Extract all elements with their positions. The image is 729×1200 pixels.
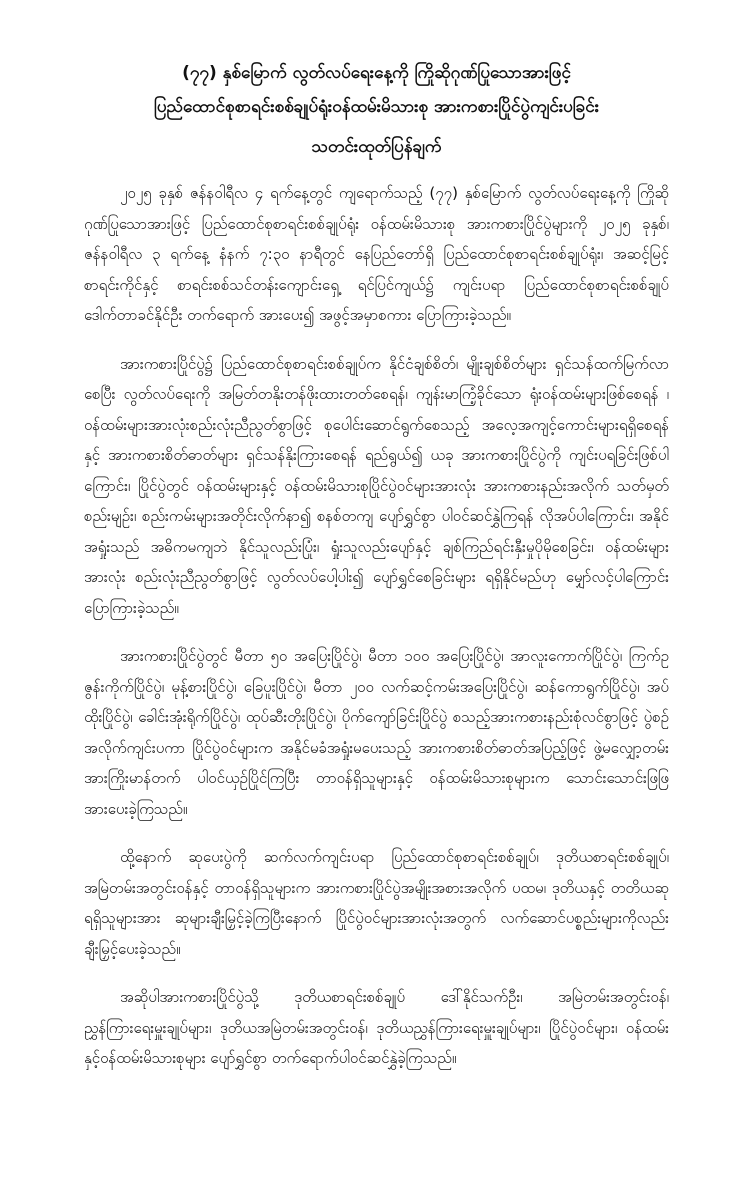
paragraph-2: အားကစားပြိုင်ပွဲ၌ ပြည်ထောင်စုစာရင်းစစ်ချုပ်က နိုင်ငံချစ်စိတ်၊ မျိုးချစ်စိတ်များ ရှင်သန်ထက်မြက်လာစေပြီး လွတ်လပ်ရေးကို အမြတ်တနိုးတန်ဖိုးထားတတ်စေရန်၊ ကျန်းမာကြံ့ခိုင်သော ရုံးဝန်ထမ်းများဖြစ်စေရန် ၊ ဝန်ထမ်းများအားလုံးစည်းလုံးညီညွတ်စွာဖြင့် စုပေါင်းဆောင်ရွက်စေသည့် အလေ့အကျင့်ကောင်းများရရှိစေရန်နှင့် အားကစားစိတ်ဓာတ်များ ရှင်သန်နိုးကြားစေရန် ရည်ရွယ်၍ ယခု အားကစားပြိုင်ပွဲကို ကျင်းပရခြင်းဖြစ်ပါကြောင်း၊ ပြိုင်ပွဲတွင် ဝန်ထမ်းများနှင့် ဝန်ထမ်းမိသားစုပြိုင်ပွဲဝင်များအားလုံး အားကစားနည်းအလိုက် သတ်မှတ်စည်းမျဉ်း၊ စည်းကမ်းများအတိုင်းလိုက်နာ၍ စနစ်တကျ ပျော်ရွှင်စွာ ပါဝင်ဆင်နွှဲကြရန် လိုအပ်ပါကြောင်း၊ အနိုင်အရှုံးသည် အဓိကမကျဘဲ နိုင်သူလည်းပြုံး၊ ရှုံးသူလည်းပျော်နှင့် ချစ်ကြည်ရင်းနှီးမှုပိုမိုစေခြင်း၊ ဝန်ထမ်းများအားလုံး စည်းလုံးညီညွတ်စွာဖြင့် လွတ်လပ်ပေါ့ပါး၍ ပျော်ရွှင်စေခြင်းများ ရရှိနိုင်မည်ဟု မျှော်လင့်ပါကြောင်း ပြောကြားခဲ့သည်။ (84, 354, 669, 617)
paragraph-3: အားကစားပြိုင်ပွဲတွင် မီတာ ၅၀ အပြေးပြိုင်ပွဲ၊ မီတာ ၁၀၀ အပြေးပြိုင်ပွဲ၊ အာလူးကောက်ပြိုင်ပွဲ၊ ကြက်ဥဇွန်းကိုက်ပြိုင်ပွဲ၊ မုန့်စားပြိုင်ပွဲ၊ ခြေပူးပြိုင်ပွဲ၊ မီတာ ၂၀၀ လက်ဆင့်ကမ်းအပြေးပြိုင်ပွဲ၊ ဆန်ကောရွက်ပြိုင်ပွဲ၊ အပ်ထိုးပြိုင်ပွဲ၊ ခေါင်းအုံးရိုက်ပြိုင်ပွဲ၊ ထုပ်ဆီးတိုးပြိုင်ပွဲ၊ ပိုက်ကျော်ခြင်းပြိုင်ပွဲ စသည့်အားကစားနည်းစုံလင်စွာဖြင့် ပွဲစဉ်အလိုက်ကျင်းပကာ ပြိုင်ပွဲဝင်များက အနိုင်မခံအရှုံးမပေးသည့် အားကစားစိတ်ဓာတ်အပြည့်ဖြင့် ဖွဲ့မလျှော့တမ်း အားကြိုးမာန်တက် ပါဝင်ယှဉ်ပြိုင်ကြပြီး တာဝန်ရှိသူများနှင့် ဝန်ထမ်းမိသားစုများက သောင်းသောင်းဖြဖြ အားပေးခဲ့ကြသည်။ (84, 647, 669, 818)
title-line-1: (၇၇) နှစ်မြောက် လွတ်လပ်ရေးနေ့ကို ကြိုဆိုဂုဏ်ပြုသောအားဖြင့် (182, 63, 571, 83)
paragraph-5: အဆိုပါအားကစားပြိုင်ပွဲသို့ ဒုတိယစာရင်းစစ်ချုပ် ဒေါ်နိုင်သက်ဦး၊ အမြဲတမ်းအတွင်းဝန်၊ ညွှန်ကြားရေးမှူးချုပ်များ၊ ဒုတိယအမြဲတမ်းအတွင်းဝန်၊ ဒုတိယညွှန်ကြားရေးမှူးချုပ်များ၊ ပြိုင်ပွဲဝင်များ၊ ဝန်ထမ်းနှင့်ဝန်ထမ်းမိသားစုများ ပျော်ရွှင်စွာ တက်ရောက်ပါဝင်ဆင်နွှဲခဲ့ကြသည်။ (84, 988, 669, 1067)
subtitle-press-release: သတင်းထုတ်ပြန်ချက် (311, 137, 442, 157)
paragraph-1: ၂၀၂၅ ခုနှစ် ဇန်နဝါရီလ ၄ ရက်နေ့တွင် ကျရောက်သည့် (၇၇) နှစ်မြောက် လွတ်လပ်ရေးနေ့ကို ကြိုဆိုဂုဏ်ပြုသောအားဖြင့် ပြည်ထောင်စုစာရင်းစစ်ချုပ်ရုံး ဝန်ထမ်းမိသားစု အားကစားပြိုင်ပွဲများကို ၂၀၂၅ ခုနှစ်၊ ဇန်နဝါရီလ ၃ ရက်နေ့ နံနက် ၇:၃၀ နာရီတွင် နေပြည်တော်ရှိ ပြည်ထောင်စုစာရင်းစစ်ချုပ်ရုံး၊ အဆင့်မြင့်စာရင်းကိုင်နှင့် စာရင်းစစ်သင်တန်းကျောင်းရှေ့ ရင်ပြင်ကျယ်၌ ကျင်းပရာ ပြည်ထောင်စုစာရင်းစစ်ချုပ် ဒေါက်တာခင်နိုင်ဦး တက်ရောက် အားပေး၍ အဖွင့်အမှာစကား ပြောကြားခဲ့သည်။ (84, 184, 669, 324)
title-line-2: ပြည်ထောင်စုစာရင်းစစ်ချုပ်ရုံးဝန်ထမ်းမိသားစု အားကစားပြိုင်ပွဲကျင်းပခြင်း (153, 97, 600, 117)
paragraph-4: ထို့နောက် ဆုပေးပွဲကို ဆက်လက်ကျင်းပရာ ပြည်ထောင်စုစာရင်းစစ်ချုပ်၊ ဒုတိယစာရင်းစစ်ချုပ်၊ အမြဲတမ်းအတွင်းဝန်နှင့် တာဝန်ရှိသူများက အားကစားပြိုင်ပွဲအမျိုးအစားအလိုက် ပထမ၊ ဒုတိယနှင့် တတိယဆုရရှိသူများအား ဆုများချီးမြှင့်ခဲ့ကြပြီးနောက် ပြိုင်ပွဲဝင်များအားလုံးအတွက် လက်ဆောင်ပစ္စည်းများကိုလည်း ချီးမြှင့်ပေးခဲ့သည်။ (84, 848, 669, 958)
